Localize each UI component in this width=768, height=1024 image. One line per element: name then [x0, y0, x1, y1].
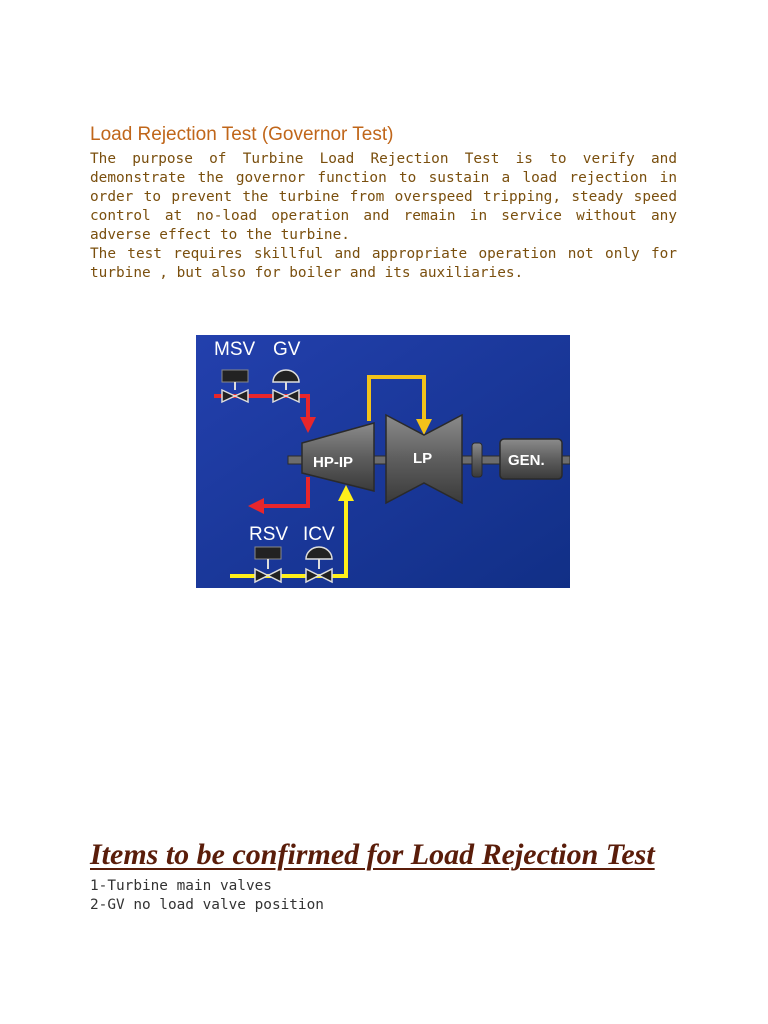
paragraph-line: adverse effect to the turbine.	[90, 227, 350, 243]
items-heading: Items to be confirmed for Load Rejection Test	[90, 838, 655, 871]
items-list	[90, 877, 324, 915]
paragraph-line: order to prevent the turbine from overspeed tripping, steady speed	[90, 189, 677, 205]
rsv-label: RSV	[249, 524, 289, 545]
section-heading: Load Rejection Test (Governor Test)	[90, 124, 394, 145]
paragraph-line: demonstrate the governor function to sustain a load rejection in	[90, 170, 677, 186]
lp-label: LP	[413, 450, 433, 467]
gen-label: GEN.	[508, 452, 545, 469]
turbine-diagram	[196, 335, 570, 588]
hp-ip-label: HP-IP	[313, 454, 354, 471]
list-item: 2-GV no load valve position	[90, 897, 324, 913]
paragraph-line: control at no-load operation and remain in service without any	[90, 208, 677, 224]
paragraph-line: The test requires skillful and appropriate operation not only for	[90, 246, 677, 262]
paragraph-line: The purpose of Turbine Load Rejection Test is to verify and	[90, 151, 677, 167]
purpose-text	[90, 150, 677, 283]
coupling	[472, 443, 482, 477]
icv-label: ICV	[303, 524, 335, 545]
paragraph-line: turbine , but also for boiler and its auxiliaries.	[90, 265, 524, 281]
list-item: 1-Turbine main valves	[90, 878, 272, 894]
gv-label: GV	[273, 339, 301, 360]
msv-label: MSV	[214, 339, 256, 360]
